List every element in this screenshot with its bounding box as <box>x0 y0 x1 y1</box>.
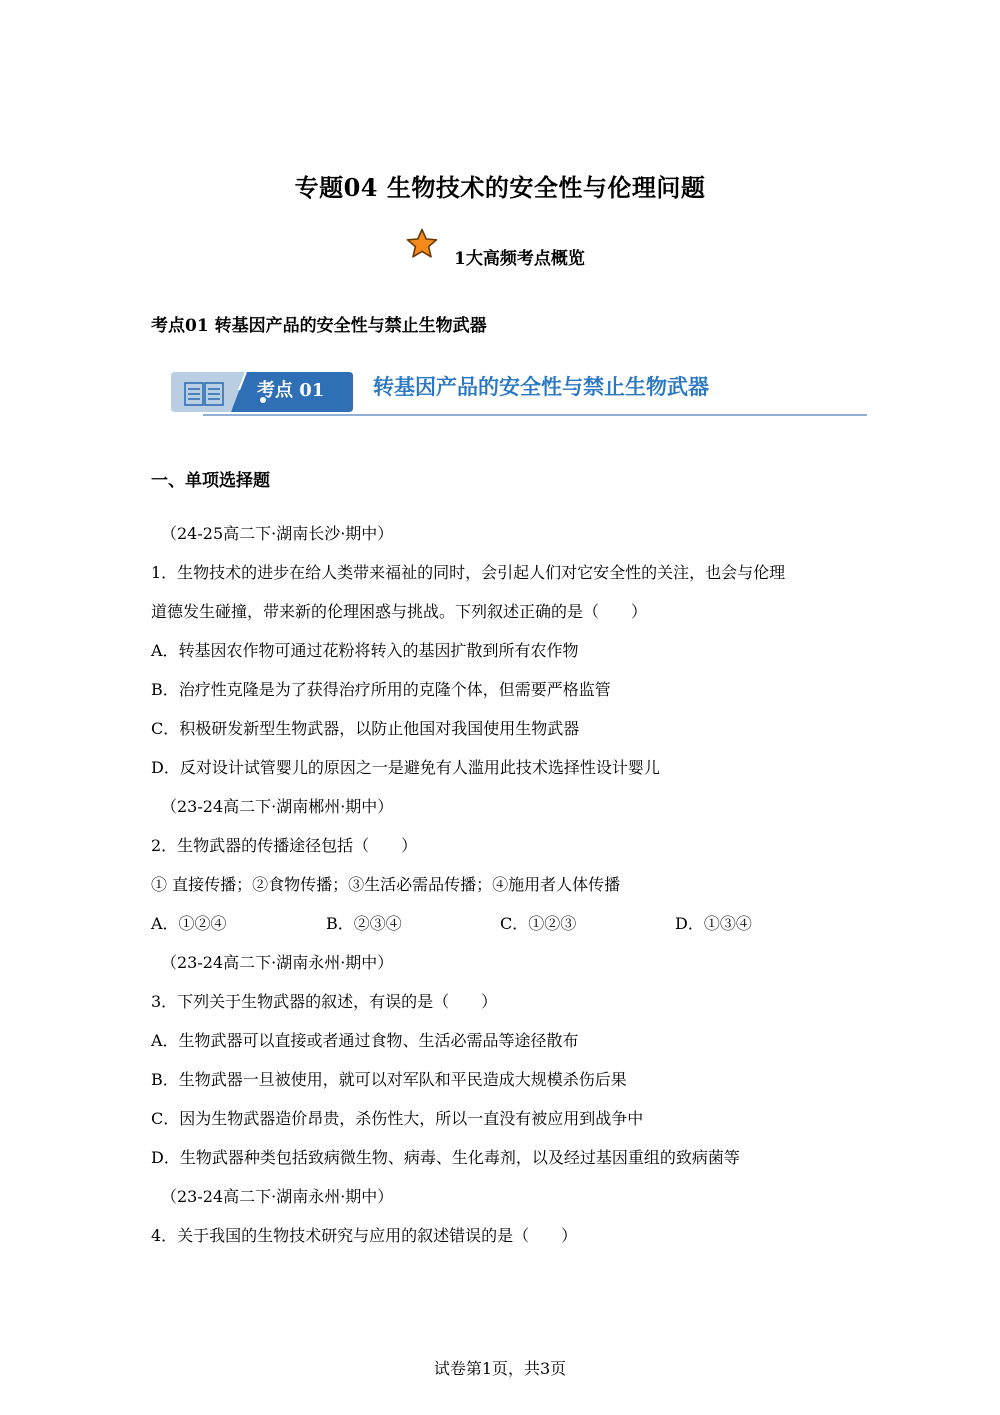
question-3-option-c: C．因为生物武器造价昂贵，杀伤性大，所以一直没有被应用到战争中 <box>151 1109 644 1128</box>
question-3-option-b: B．生物武器一旦被使用，就可以对军队和平民造成大规模杀伤后果 <box>151 1070 627 1089</box>
kaodian-heading: 考点01 转基因产品的安全性与禁止生物武器 <box>151 316 487 336</box>
overview-label: 1大高频考点概览 <box>454 249 585 269</box>
question-1-option-c: C．积极研发新型生物武器，以防止他国对我国使用生物武器 <box>151 719 580 738</box>
question-2-source: （23-24高二下·湖南郴州·期中） <box>161 797 394 816</box>
question-2-option-a: A．①②④ <box>151 914 227 933</box>
question-4-source: （23-24高二下·湖南永州·期中） <box>161 1187 394 1206</box>
star-icon <box>406 228 438 260</box>
page-footer: 试卷第1页，共3页 <box>433 1359 567 1378</box>
question-1-option-d: D．反对设计试管婴儿的原因之一是避免有人滥用此技术选择性设计婴儿 <box>151 758 660 777</box>
question-2-statement: ① 直接传播；②食物传播；③生活必需品传播；④施用者人体传播 <box>151 875 621 894</box>
question-3-option-d: D．生物武器种类包括致病微生物、病毒、生化毒剂，以及经过基因重组的致病菌等 <box>151 1148 740 1167</box>
kaodian-banner <box>171 368 867 420</box>
question-2-stem: 2．生物武器的传播途径包括（ ） <box>151 836 418 855</box>
question-2-option-b: B．②③④ <box>326 914 402 933</box>
question-1-option-b: B．治疗性克隆是为了获得治疗所用的克隆个体，但需要严格监管 <box>151 680 611 699</box>
question-3-option-a: A．生物武器可以直接或者通过食物、生活必需品等途径散布 <box>151 1031 579 1050</box>
question-1-stem-line1: 1．生物技术的进步在给人类带来福祉的同时，会引起人们对它安全性的关注，也会与伦理 <box>151 563 786 582</box>
section-heading: 一、单项选择题 <box>151 471 270 491</box>
question-3-source: （23-24高二下·湖南永州·期中） <box>161 953 394 972</box>
question-4-stem: 4．关于我国的生物技术研究与应用的叙述错误的是（ ） <box>151 1226 578 1245</box>
question-2-option-d: D．①③④ <box>675 914 752 933</box>
question-1-source: （24-25高二下·湖南长沙·期中） <box>161 524 394 543</box>
question-2-option-c: C．①②③ <box>500 914 577 933</box>
question-1-stem-line2: 道德发生碰撞，带来新的伦理困惑与挑战。下列叙述正确的是（ ） <box>151 602 648 621</box>
question-3-stem: 3．下列关于生物武器的叙述，有误的是（ ） <box>151 992 498 1011</box>
banner-title: 转基因产品的安全性与禁止生物武器 <box>373 375 709 399</box>
document-title: 专题04 生物技术的安全性与伦理问题 <box>294 173 706 202</box>
question-1-option-a: A．转基因农作物可通过花粉将转入的基因扩散到所有农作物 <box>151 641 579 660</box>
banner-tag: 考点 01 <box>257 380 325 401</box>
